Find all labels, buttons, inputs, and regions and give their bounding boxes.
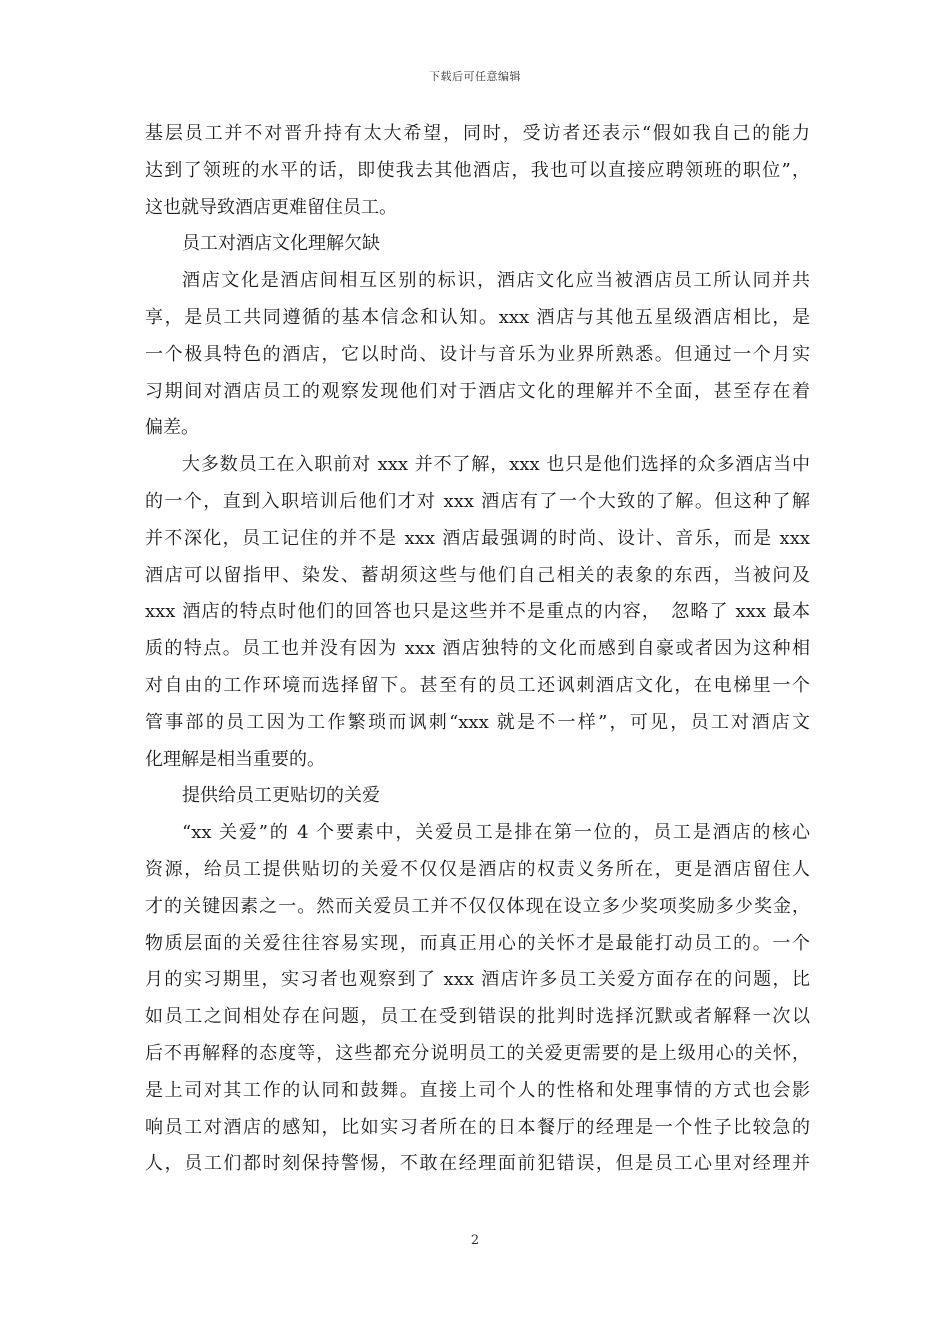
document-body: [145, 116, 810, 1183]
text-line: 化理解是相当重要的。: [145, 748, 325, 770]
text-line: 酒店文化是酒店间相互区别的标识，酒店文化应当被酒店员工所认同并共: [182, 270, 810, 292]
text-line: 偏差。: [145, 417, 199, 439]
text-line: 这也就导致酒店更难留住员工。: [145, 196, 397, 218]
text-line: 资源，给员工提供贴切的关爱不仅仅是酒店的权责义务所在，更是酒店留住人: [145, 858, 810, 880]
text-line: 响员工对酒店的感知，比如实习者所在的日本餐厅的经理是一个性子比较急的: [145, 1116, 810, 1138]
text-line: 后不再解释的态度等，这些都充分说明员工的关爱更需要的是上级用心的关怀，: [145, 1042, 810, 1064]
text-line: 对自由的工作环境而选择留下。甚至有的员工还讽刺酒店文化，在电梯里一个: [145, 674, 810, 696]
text-line: 酒店可以留指甲、染发、蓄胡须这些与他们自己相关的表象的东西，当被问及: [145, 564, 810, 586]
text-line: 管事部的员工因为工作繁琐而讽刺“xxx 就是不一样”，可见，员工对酒店文: [145, 711, 810, 733]
text-line: “xx 关爱”的 4 个要素中，关爱员工是排在第一位的，员工是酒店的核心: [182, 822, 810, 844]
text-line: 物质层面的关爱往往容易实现，而真正用心的关怀才是最能打动员工的。一个: [145, 932, 810, 954]
text-line: 一个极具特色的酒店，它以时尚、设计与音乐为业界所熟悉。但通过一个月实: [145, 343, 810, 365]
text-line: 质的特点。员工也并没有因为 xxx 酒店独特的文化而感到自豪或者因为这种相: [145, 638, 810, 660]
page-header: 下载后可任意编辑: [429, 70, 521, 83]
text-line: 如员工之间相处存在问题，员工在受到错误的批判时选择沉默或者解释一次以: [145, 1006, 810, 1028]
text-line: 基层员工并不对晋升持有太大希望，同时，受访者还表示“假如我自己的能力: [145, 123, 810, 144]
text-line: 月的实习期里，实习者也观察到了 xxx 酒店许多员工关爱方面存在的问题，比: [145, 969, 810, 991]
text-line: 才的关键因素之一。然而关爱员工并不仅仅体现在设立多少奖项奖励多少奖金，: [145, 895, 810, 917]
text-line: 人，员工们都时刻保持警惕，不敢在经理面前犯错误，但是员工心里对经理并: [145, 1153, 810, 1175]
text-line: 的一个，直到入职培训后他们才对 xxx 酒店有了一个大致的了解。但这种了解: [145, 490, 810, 512]
text-line: 达到了领班的水平的话，即使我去其他酒店，我也可以直接应聘领班的职位”，: [145, 159, 810, 181]
text-line: 员工对酒店文化理解欠缺: [182, 233, 380, 255]
text-line: 习期间对酒店员工的观察发现他们对于酒店文化的理解并不全面，甚至存在着: [145, 380, 810, 402]
page-number: 2: [470, 1233, 480, 1248]
text-line: xxx 酒店的特点时他们的回答也只是这些并不是重点的内容， 忽略了 xxx 最本: [145, 601, 810, 623]
text-line: 是上司对其工作的认同和鼓舞。直接上司个人的性格和处理事情的方式也会影: [145, 1079, 810, 1101]
text-line: 并不深化，员工记住的并不是 xxx 酒店最强调的时尚、设计、音乐，而是 xxx: [145, 527, 810, 549]
text-line: 大多数员工在入职前对 xxx 并不了解，xxx 也只是他们选择的众多酒店当中: [182, 454, 810, 476]
text-line: 享，是员工共同遵循的基本信念和认知。xxx 酒店与其他五星级酒店相比，是: [145, 306, 810, 328]
text-line: 提供给员工更贴切的关爱: [182, 785, 380, 807]
